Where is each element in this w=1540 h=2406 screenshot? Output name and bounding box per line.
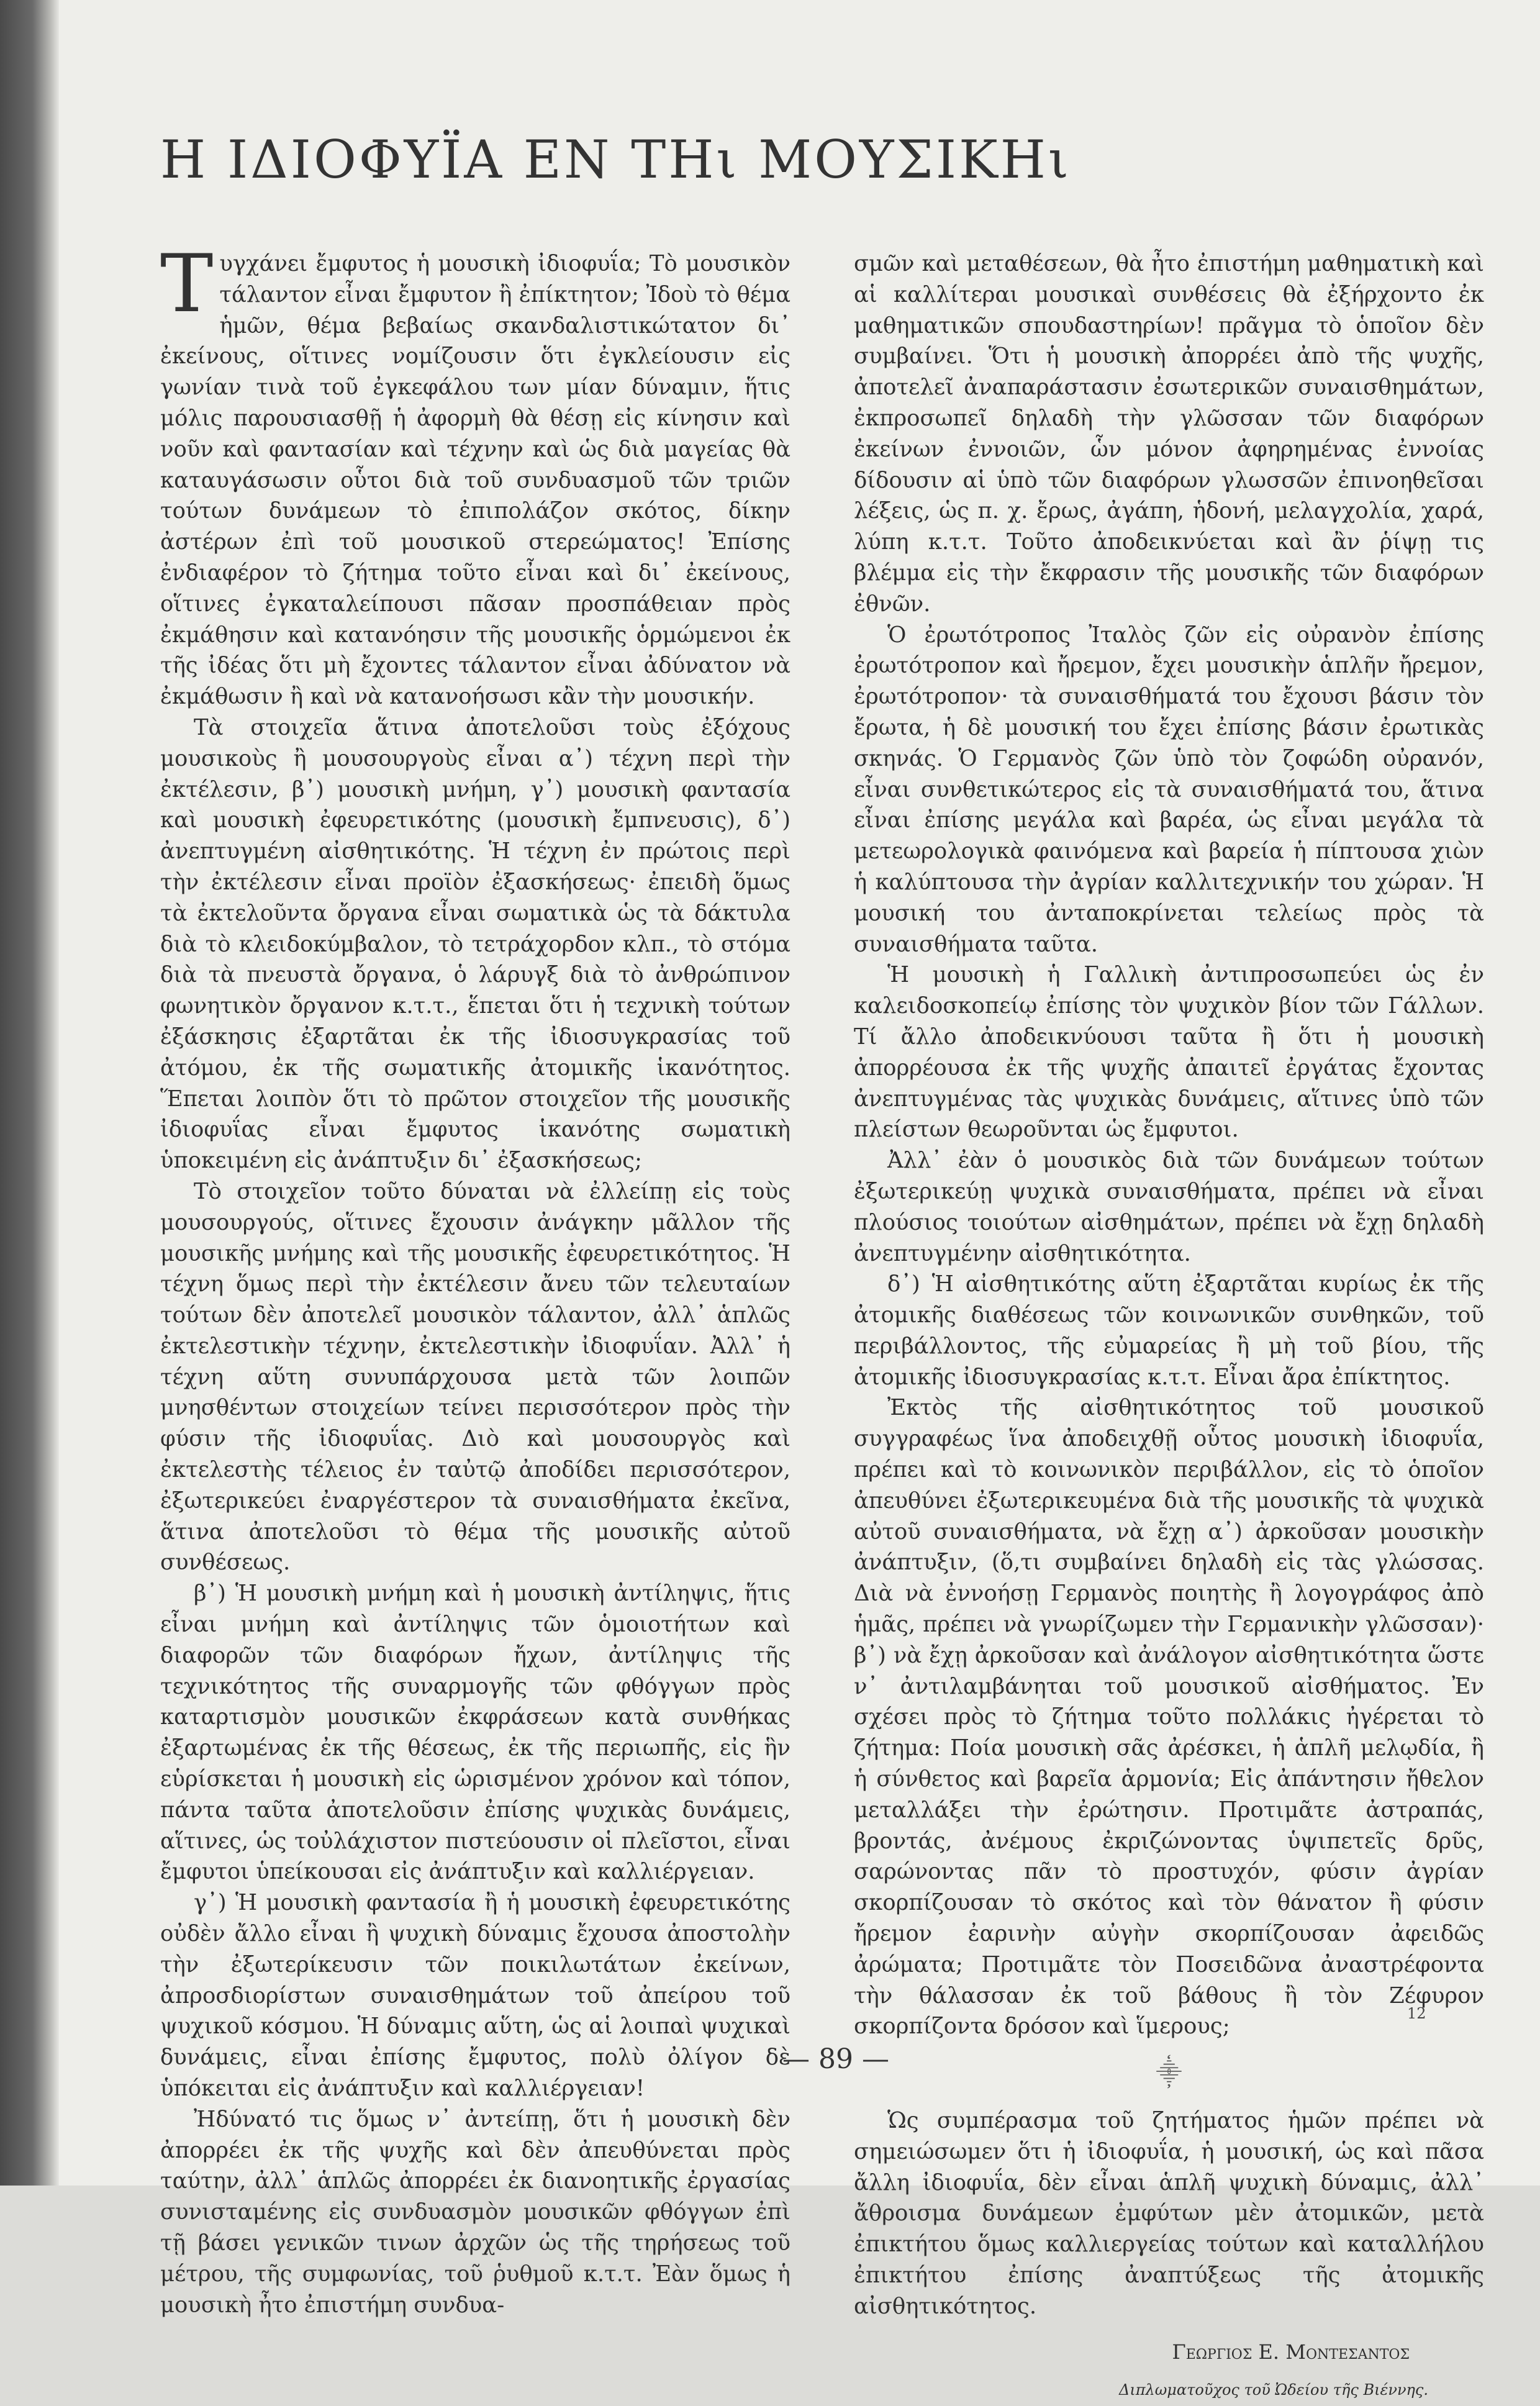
right-column bbox=[854, 248, 1484, 2406]
paragraph-1: Τυγχάνει ἔμφυτος ἡ μουσικὴ ἰδιοφυΐα; Τὸ μουσικὸν τάλαντον εἶναι ἔμφυτον ἢ ἐπίκτητον; Ἰδοὺ τὸ θέμα ἡμῶν, θέμα βεβαίως σκανδαλιστικώτατον δι᾿ ἐκείνους, οἵτινες νομίζουσιν ὅτι ἐγκλείουσιν εἰς γωνίαν τινὰ τοῦ ἐγκεφάλου των μίαν δύναμιν, ἥτις μόλις παρουσιασθῇ ἡ ἀφορμὴ θὰ θέσῃ εἰς κίνησιν καὶ νοῦν καὶ φαντασίαν καὶ τέχνην καὶ ὡς διὰ μαγείας θὰ καταυγάσωσιν οὗτοι διὰ τοῦ συνδυασμοῦ τῶν τριῶν τούτων δυνάμεων τὸ ἐπιπολάζον σκότος, δίκην ἀστέρων ἐπὶ τοῦ μουσικοῦ στερεώματος! Ἐπίσης ἐνδιαφέρον τὸ ζήτημα τοῦτο εἶναι καὶ δι᾿ ἐκείνους, οἵτινες ἐγκαταλείπουσι πᾶσαν προσπάθειαν πρὸς ἐκμάθησιν καὶ κατανόησιν τῆς μουσικῆς ὁρμώμενοι ἐκ τῆς ἰδέας ὅτι μὴ ἔχοντες τάλαντον εἶναι ἀδύνατον νὰ ἐκμάθωσιν ἢ καὶ νὰ κατανοήσωσι κἂν τὴν μουσικήν. bbox=[160, 238, 790, 710]
page-number: — 89 — bbox=[782, 2043, 889, 2075]
paragraph-6: Ἠδύνατό τις ὅμως ν᾿ ἀντείπῃ, ὅτι ἡ μουσικὴ δὲν ἀπορρέει ἐκ τῆς ψυχῆς καὶ δὲν ἀπευθύνεται πρὸς ταύτην, ἀλλ᾿ ἁπλῶς ἀπορρέει ἐκ διανοητικῆς ἐργασίας συνισταμένης εἰς συνδυασμὸν μουσικῶν φθόγγων ἐπὶ τῇ βάσει γενικῶν τινων ἀρχῶν ὡς τῆς τηρήσεως τοῦ μέτρου, τῆς συμφωνίας, τοῦ ῥυθμοῦ κ.τ.τ. Ἐὰν ὅμως ἡ μουσικὴ ἦτο ἐπιστήμη συνδυα- bbox=[160, 2106, 790, 2318]
book-spine-shadow bbox=[0, 0, 59, 2186]
author-affiliation: Διπλωματοῦχος τοῦ Ὠδείου τῆς Βιέννης. bbox=[1118, 2381, 1428, 2399]
paragraph-7: σμῶν καὶ μεταθέσεων, θὰ ἦτο ἐπιστήμη μαθηματικὴ καὶ αἱ καλλίτεραι μουσικαὶ συνθέσεις θὰ ἐξήρχοντο ἐκ μαθηματικῶν σπουδαστηρίων! πρᾶγμα τὸ ὁποῖον δὲν συμβαίνει. Ὅτι ἡ μουσικὴ ἀπορρέει ἀπὸ τῆς ψυχῆς, ἀποτελεῖ ἀναπαράστασιν ἐσωτερικῶν συναισθημάτων, ἐκπροσωπεῖ δηλαδὴ τὴν γλῶσσαν τῶν διαφόρων ἐκείνων ἐννοιῶν, ὧν μόνον ἀφηρημένας ἐννοίας δίδουσιν αἱ ὑπὸ τῶν διαφόρων γλωσσῶν ἐπινοηθεῖσαι λέξεις, ὡς π. χ. ἔρως, ἀγάπη, ἡδονή, μελαγχολία, χαρά, λύπη κ.τ.τ. Τοῦτο ἀποδεικνύεται καὶ ἂν ῥίψῃ τις βλέμμα εἰς τὴν ἔκφρασιν τῆς μουσικῆς τῶν διαφόρων ἐθνῶν. bbox=[854, 251, 1484, 617]
paragraph-4: β᾿) Ἡ μουσικὴ μνήμη καὶ ἡ μουσικὴ ἀντίληψις, ἥτις εἶναι μνήμη καὶ ἀντίληψις τῶν ὁμοιοτήτων καὶ διαφορῶν τῶν διαφόρων ἤχων, ἀντίληψις τῆς τεχνικότητος τῆς συναρμογῆς τῶν φθόγγων πρὸς καταρτισμὸν μουσικῶν ἐκφράσεων κατὰ συνθήκας ἐξαρτωμένας ἐκ τῆς θέσεως, ἐκ τῆς περιωπῆς, εἰς ἣν εὑρίσκεται ἡ μουσικὴ εἰς ὡρισμένον χρόνον καὶ τόπον, πάντα ταῦτα ἀποτελοῦσιν ἐπίσης ψυχικὰς δυνάμεις, αἵτινες, ὡς τοὐλάχιστον πιστεύουσιν οἱ πλεῖστοι, εἶναι ἔμφυτοι ὑπείκουσαι εἰς ἀνάπτυξιν καὶ καλλιέργειαν. bbox=[160, 1581, 790, 1885]
author-signature: Γεωργιος Ε. Μοντεσαντος bbox=[1172, 2340, 1410, 2364]
conclusion-paragraph: Ὡς συμπέρασμα τοῦ ζητήματος ἡμῶν πρέπει νὰ σημειώσωμεν ὅτι ἡ ἰδιοφυΐα, ἡ μουσική, ὡς καὶ πᾶσα ἄλλη ἰδιοφυΐα, δὲν εἶναι ἁπλῆ ψυχικὴ δύναμις, ἀλλ᾿ ἄθροισμα δυνάμεων ἐμφύτων μὲν ἀτομικῶν, μετὰ ἐπικτήτου ὅμως καλλιεργείας τούτων καὶ καταλλήλου ἐπικτήτου ἐπίσης ἀναπτύξεως τῆς ἀτομικῆς αἰσθητικότητος. bbox=[854, 2108, 1484, 2319]
sheet-number: 12 bbox=[1407, 2005, 1426, 2022]
paragraph-5: γ᾿) Ἡ μουσικὴ φαντασία ἢ ἡ μουσικὴ ἐφευρετικότης οὐδὲν ἄλλο εἶναι ἢ ψυχικὴ δύναμις ἔχουσα ἀποστολὴν τὴν ἐξωτερίκευσιν τῶν ποικιλωτάτων ἐκείνων, ἀπροσδιορίστων συναισθημάτων τοῦ ἀπείρου τοῦ ψυχικοῦ κόσμου. Ἡ δύναμις αὕτη, ὡς αἱ λοιπαὶ ψυχικαὶ δυνάμεις, εἶναι ἐπίσης ἔμφυτος, πολὺ ὀλίγον δὲ ὑπόκειται εἰς ἀνάπτυξιν καὶ καλλιέργειαν! bbox=[160, 1890, 790, 2102]
article-title: Η ΙΔΙΟΦΥΪΑ ΕΝ ΤΗι ΜΟΥΣΙΚΗι bbox=[160, 129, 1071, 190]
paragraph-3: Τὸ στοιχεῖον τοῦτο δύναται νὰ ἐλλείπῃ εἰς τοὺς μουσουργούς, οἵτινες ἔχουσιν ἀνάγκην μᾶλλον τῆς μουσικῆς μνήμης καὶ τῆς μουσικῆς ἐφευρετικότητος. Ἡ τέχνη ὅμως περὶ τὴν ἐκτέλεσιν ἄνευ τῶν τελευταίων τούτων δὲν ἀποτελεῖ μουσικὸν τάλαντον, ἀλλ᾿ ἁπλῶς ἐκτελεστικὴν τέχνην, ἐκτελεστικὴν ἰδιοφυΐαν. Ἀλλ᾿ ἡ τέχνη αὕτη συνυπάρχουσα μετὰ τῶν λοιπῶν μνησθέντων στοιχείων τείνει περισσότερον πρὸς τὴν φύσιν τῆς ἰδιοφυΐας. Διὸ καὶ μουσουργὸς καὶ ἐκτελεστὴς τέλειος ἐν ταὐτῷ ἀποδίδει περισσότερον, ἐξωτερικεύει ἐναργέστερον τὰ συναισθήματα ἐκεῖνα, ἅτινα ἀποτελοῦσι τὸ θέμα τῆς μουσικῆς αὐτοῦ συνθέσεως. bbox=[160, 1178, 790, 1576]
paragraph-12: Ἐκτὸς τῆς αἰσθητικότητος τοῦ μουσικοῦ συγγραφέως ἵνα ἀποδειχθῇ οὗτος μουσικὴ ἰδιοφυΐα, πρέπει καὶ τὸ κοινωνικὸν περιβάλλον, εἰς τὸ ὁποῖον ἀπευθύνει ἐξωτερικευμένα διὰ τῆς μουσικῆς τὰ ψυχικὰ αὐτοῦ συναισθήματα, νὰ ἔχῃ α᾿) ἀρκοῦσαν μουσικὴν ἀνάπτυξιν, (ὅ,τι συμβαίνει δηλαδὴ εἰς τὰς γλώσσας. Διὰ νὰ ἐννοήσῃ Γερμανὸς ποιητὴς ἢ λογογράφος ἀπὸ ἡμᾶς, πρέπει νὰ γνωρίζωμεν τὴν Γερμανικὴν γλῶσσαν)· β᾿) νὰ ἔχῃ ἀρκοῦσαν καὶ ἀνάλογον αἰσθητικότητα ὥστε ν᾿ ἀντιλαμβάνηται τοῦ μουσικοῦ αἰσθήματος. Ἐν σχέσει πρὸς τὸ ζήτημα τοῦτο πολλάκις ἠγέρεται τὸ ζήτημα: Ποία μουσικὴ σᾶς ἀρέσκει, ἡ ἁπλῆ μελῳδία, ἢ ἡ σύνθετος καὶ βαρεῖα ἁρμονία; Εἰς ἀπάντησιν ἤθελον μεταλλάξει τὴν ἐρώτησιν. Προτιμᾶτε ἀστραπάς, βροντάς, ἀνέμους ἐκριζώνοντας ὑψιπετεῖς δρῦς, σαρώνοντας πᾶν τὸ προστυχόν, φύσιν ἀγρίαν σκορπίζουσαν τὸ σκότος καὶ τὸν θάνατον ἢ φύσιν ἤρεμον ἐαρινὴν αὐγὴν σκορπίζουσαν ἀφειδῶς ἀρώματα; Προτιμᾶτε τὸν Ποσειδῶνα ἀναστρέφοντα τὴν θάλασσαν ἐκ τοῦ βάθους ἢ τὸν Ζέφυρον σκορπίζοντα δρόσον καὶ ἵμερους; bbox=[854, 1395, 1484, 2040]
paragraph-8: Ὁ ἐρωτότροπος Ἰταλὸς ζῶν εἰς οὐρανὸν ἐπίσης ἐρωτότροπον καὶ ἤρεμον, ἔχει μουσικὴν ἁπλῆν ἤρεμον, ἐρωτότροπον· τὰ συναισθήματά του ἔχουσι βάσιν τὸν ἔρωτα, ἡ δὲ μουσική του ἔχει ἐπίσης βάσιν ἐρωτικὰς σκηνάς. Ὁ Γερμανὸς ζῶν ὑπὸ τὸν ζοφώδη οὐρανόν, εἶναι συνθετικώτερος εἰς τὰ συναισθήματά του, ἅτινα εἶναι ἐπίσης μεγάλα καὶ βαρέα, ὡς εἶναι μεγάλα τὰ μετεωρολογικὰ φαινόμενα καὶ βαρεία ἡ πίπτουσα χιὼν ἡ καλύπτουσα τὴν ἀγρίαν καλλιτεχνικήν του χώραν. Ἡ μουσική του ἀνταποκρίνεται τελείως πρὸς τὰ συναισθήματα ταῦτα. bbox=[854, 622, 1484, 957]
paragraph-2: Τὰ στοιχεῖα ἅτινα ἀποτελοῦσι τοὺς ἐξόχους μουσικοὺς ἢ μουσουργοὺς εἶναι α᾿) τέχνη περὶ τὴν ἐκτέλεσιν, β᾿) μουσικὴ μνήμη, γ᾿) μουσικὴ φαντασία καὶ μουσικὴ ἐφευρετικότης (μουσικὴ ἔμπνευσις), δ᾿) ἀνεπτυγμένη αἰσθητικότης. Ἡ τέχνη ἐν πρώτοις περὶ τὴν ἐκτέλεσιν εἶναι προϊὸν ἐξασκήσεως· ἐπειδὴ ὅμως τὰ ἐκτελοῦντα ὄργανα εἶναι σωματικὰ ὡς τὰ δάκτυλα διὰ τὸ κλειδοκύμβαλον, τὸ τετράχορδον κλπ., τὸ στόμα διὰ τὰ πνευστὰ ὄργανα, ὁ λάρυγξ διὰ τὸ ἀνθρώπινον φωνητικὸν ὄργανον κ.τ.τ., ἕπεται ὅτι ἡ τεχνικὴ τούτων ἐξάσκησις ἐξαρτᾶται ἐκ τῆς ἰδιοσυγκρασίας τοῦ ἀτόμου, ἐκ τῆς σωματικῆς ἀτομικῆς ἱκανότητος. Ἕπεται λοιπὸν ὅτι τὸ πρῶτον στοιχεῖον τῆς μουσικῆς ἰδιοφυΐας εἶναι ἔμφυτος ἱκανότης σωματικὴ ὑποκειμένη εἰς ἀνάπτυξιν δι᾿ ἐξασκήσεως; bbox=[160, 714, 790, 1174]
left-column bbox=[160, 238, 790, 2320]
paragraph-10: Ἀλλ᾿ ἐὰν ὁ μουσικὸς διὰ τῶν δυνάμεων τούτων ἐξωτερικεύῃ ψυχικὰ συναισθήματα, πρέπει νὰ εἶναι πλούσιος τοιούτων αἰσθημάτων, πρέπει νὰ ἔχῃ δηλαδὴ ἀνεπτυγμένην αἰσθητικότητα. bbox=[854, 1148, 1484, 1266]
paragraph-9: Ἡ μουσικὴ ἡ Γαλλικὴ ἀντιπροσωπεύει ὡς ἐν καλειδοσκοπείῳ ἐπίσης τὸν ψυχικὸν βίον τῶν Γάλλων. Τί ἄλλο ἀποδεικνύουσι ταῦτα ἢ ὅτι ἡ μουσικὴ ἀπορρέουσα ἐκ τῆς ψυχῆς ἀπαιτεῖ ἐργάτας ἔχοντας ἀνεπτυγμένας τὰς ψυχικὰς δυνάμεις, αἵτινες ὑπὸ τῶν πλείστων θεωροῦνται ὡς ἔμφυτοι. bbox=[854, 962, 1484, 1143]
drop-cap: Τ bbox=[160, 238, 214, 330]
section-ornament-icon: ⸎ bbox=[1156, 2059, 1182, 2088]
paragraph-11: δ᾿) Ἡ αἰσθητικότης αὕτη ἐξαρτᾶται κυρίως ἐκ τῆς ἀτομικῆς διαθέσεως τῶν κοινωνικῶν συνθηκῶν, τοῦ περιβάλλοντος, τῆς εὐμαρείας ἢ μὴ τοῦ βίου, τῆς ἀτομικῆς ἰδιοσυγκρασίας κ.τ.τ. Εἶναι ἄρα ἐπίκτητος. bbox=[854, 1271, 1484, 1390]
